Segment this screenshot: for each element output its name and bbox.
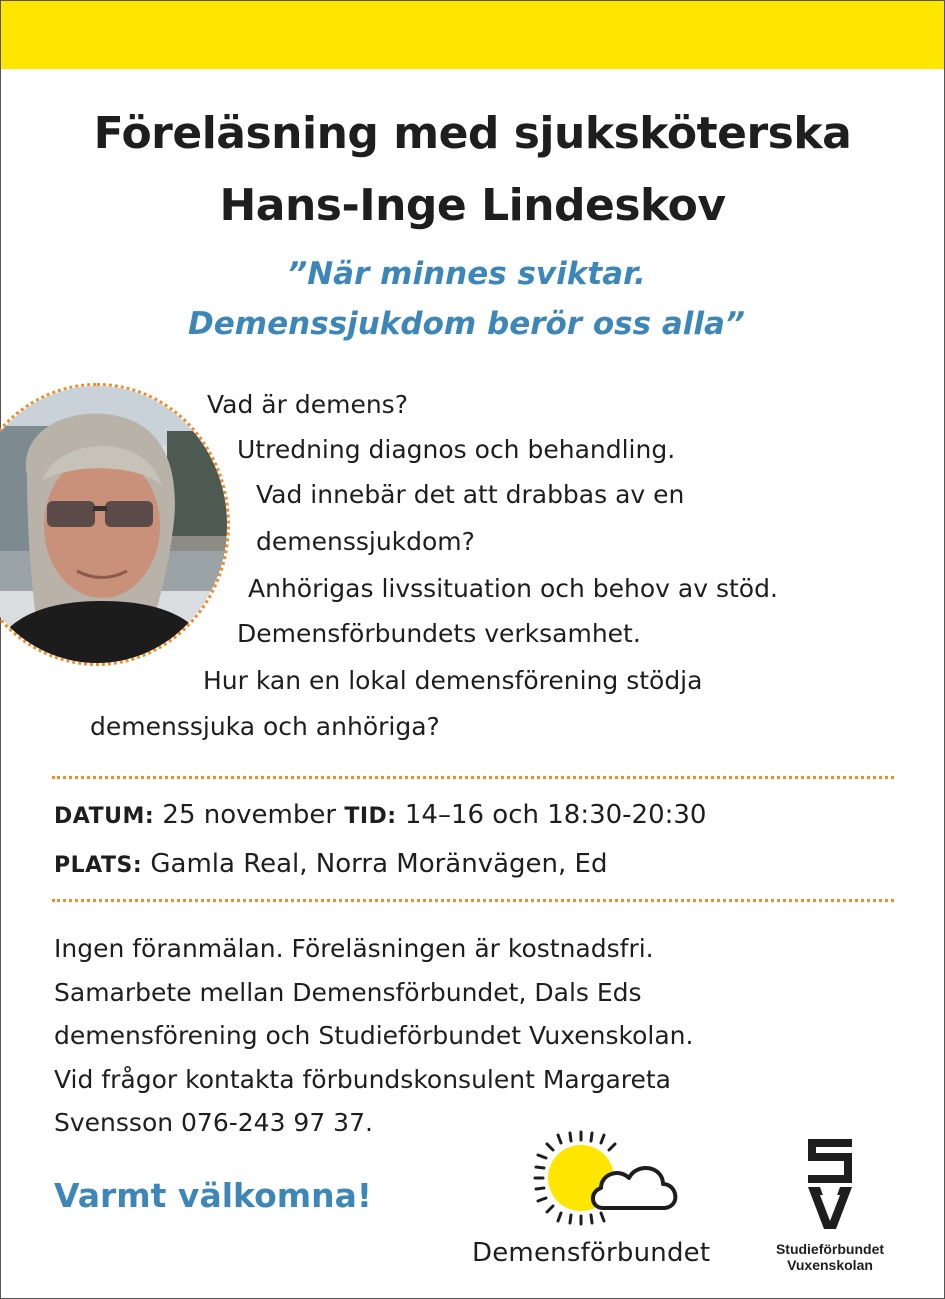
location-line xyxy=(54,849,607,879)
sv-name xyxy=(762,1241,898,1273)
welcome-text: Varmt välkomna! xyxy=(54,1176,372,1215)
sv-name-line2: Vuxenskolan xyxy=(787,1257,873,1273)
topic-item: Vad innebär det att drabbas av en xyxy=(256,480,685,509)
date-time-line xyxy=(54,800,706,830)
tid-value: 14–16 och 18:30-20:30 xyxy=(404,800,707,830)
top-yellow-bar xyxy=(1,1,944,69)
paragraph-line: demensförening och Studieförbundet Vuxenskolan. xyxy=(54,1021,694,1050)
paragraph-line: Svensson 076-243 97 37. xyxy=(54,1108,373,1137)
demensforbundet-logo-icon xyxy=(533,1130,683,1226)
datum-label: DATUM: xyxy=(54,804,155,829)
topic-item: Utredning diagnos och behandling. xyxy=(237,435,676,464)
divider-dotted xyxy=(52,776,894,779)
plats-label: PLATS: xyxy=(54,853,143,878)
subtitle-line-2: Demenssjukdom berör oss alla” xyxy=(188,306,745,342)
plats-value: Gamla Real, Norra Moränvägen, Ed xyxy=(150,849,608,879)
paragraph-line: Samarbete mellan Demensförbundet, Dals Eds xyxy=(54,977,642,1007)
divider-dotted xyxy=(52,899,894,902)
title-line-2: Hans-Inge Lindeskov xyxy=(219,180,726,231)
demensforbundet-name: Demensförbundet xyxy=(472,1238,711,1268)
tid-label: TID: xyxy=(344,804,397,829)
paragraph-line: Vid frågor kontakta förbundskonsulent Margareta xyxy=(54,1064,671,1094)
datum-value: 25 november xyxy=(162,800,337,830)
topic-item: Vad är demens? xyxy=(207,390,408,419)
topic-item: Hur kan en lokal demensförening stödja xyxy=(203,666,703,695)
sv-name-line1: Studieförbundet xyxy=(775,1241,885,1257)
title-line-1: Föreläsning med sjuksköterska xyxy=(93,108,852,159)
subtitle-line-1: ”När minnes sviktar. xyxy=(287,256,646,292)
topic-item: Demensförbundets verksamhet. xyxy=(237,619,641,648)
paragraph-line: Ingen föranmälan. Föreläsningen är kostnadsfri. xyxy=(54,934,654,963)
topic-item: demenssjuka och anhöriga? xyxy=(90,712,440,741)
sv-logo-icon xyxy=(800,1135,860,1231)
info-paragraph xyxy=(54,927,914,1145)
topic-item: demenssjukdom? xyxy=(256,527,475,556)
topic-item: Anhörigas livssituation och behov av stöd. xyxy=(248,574,778,603)
